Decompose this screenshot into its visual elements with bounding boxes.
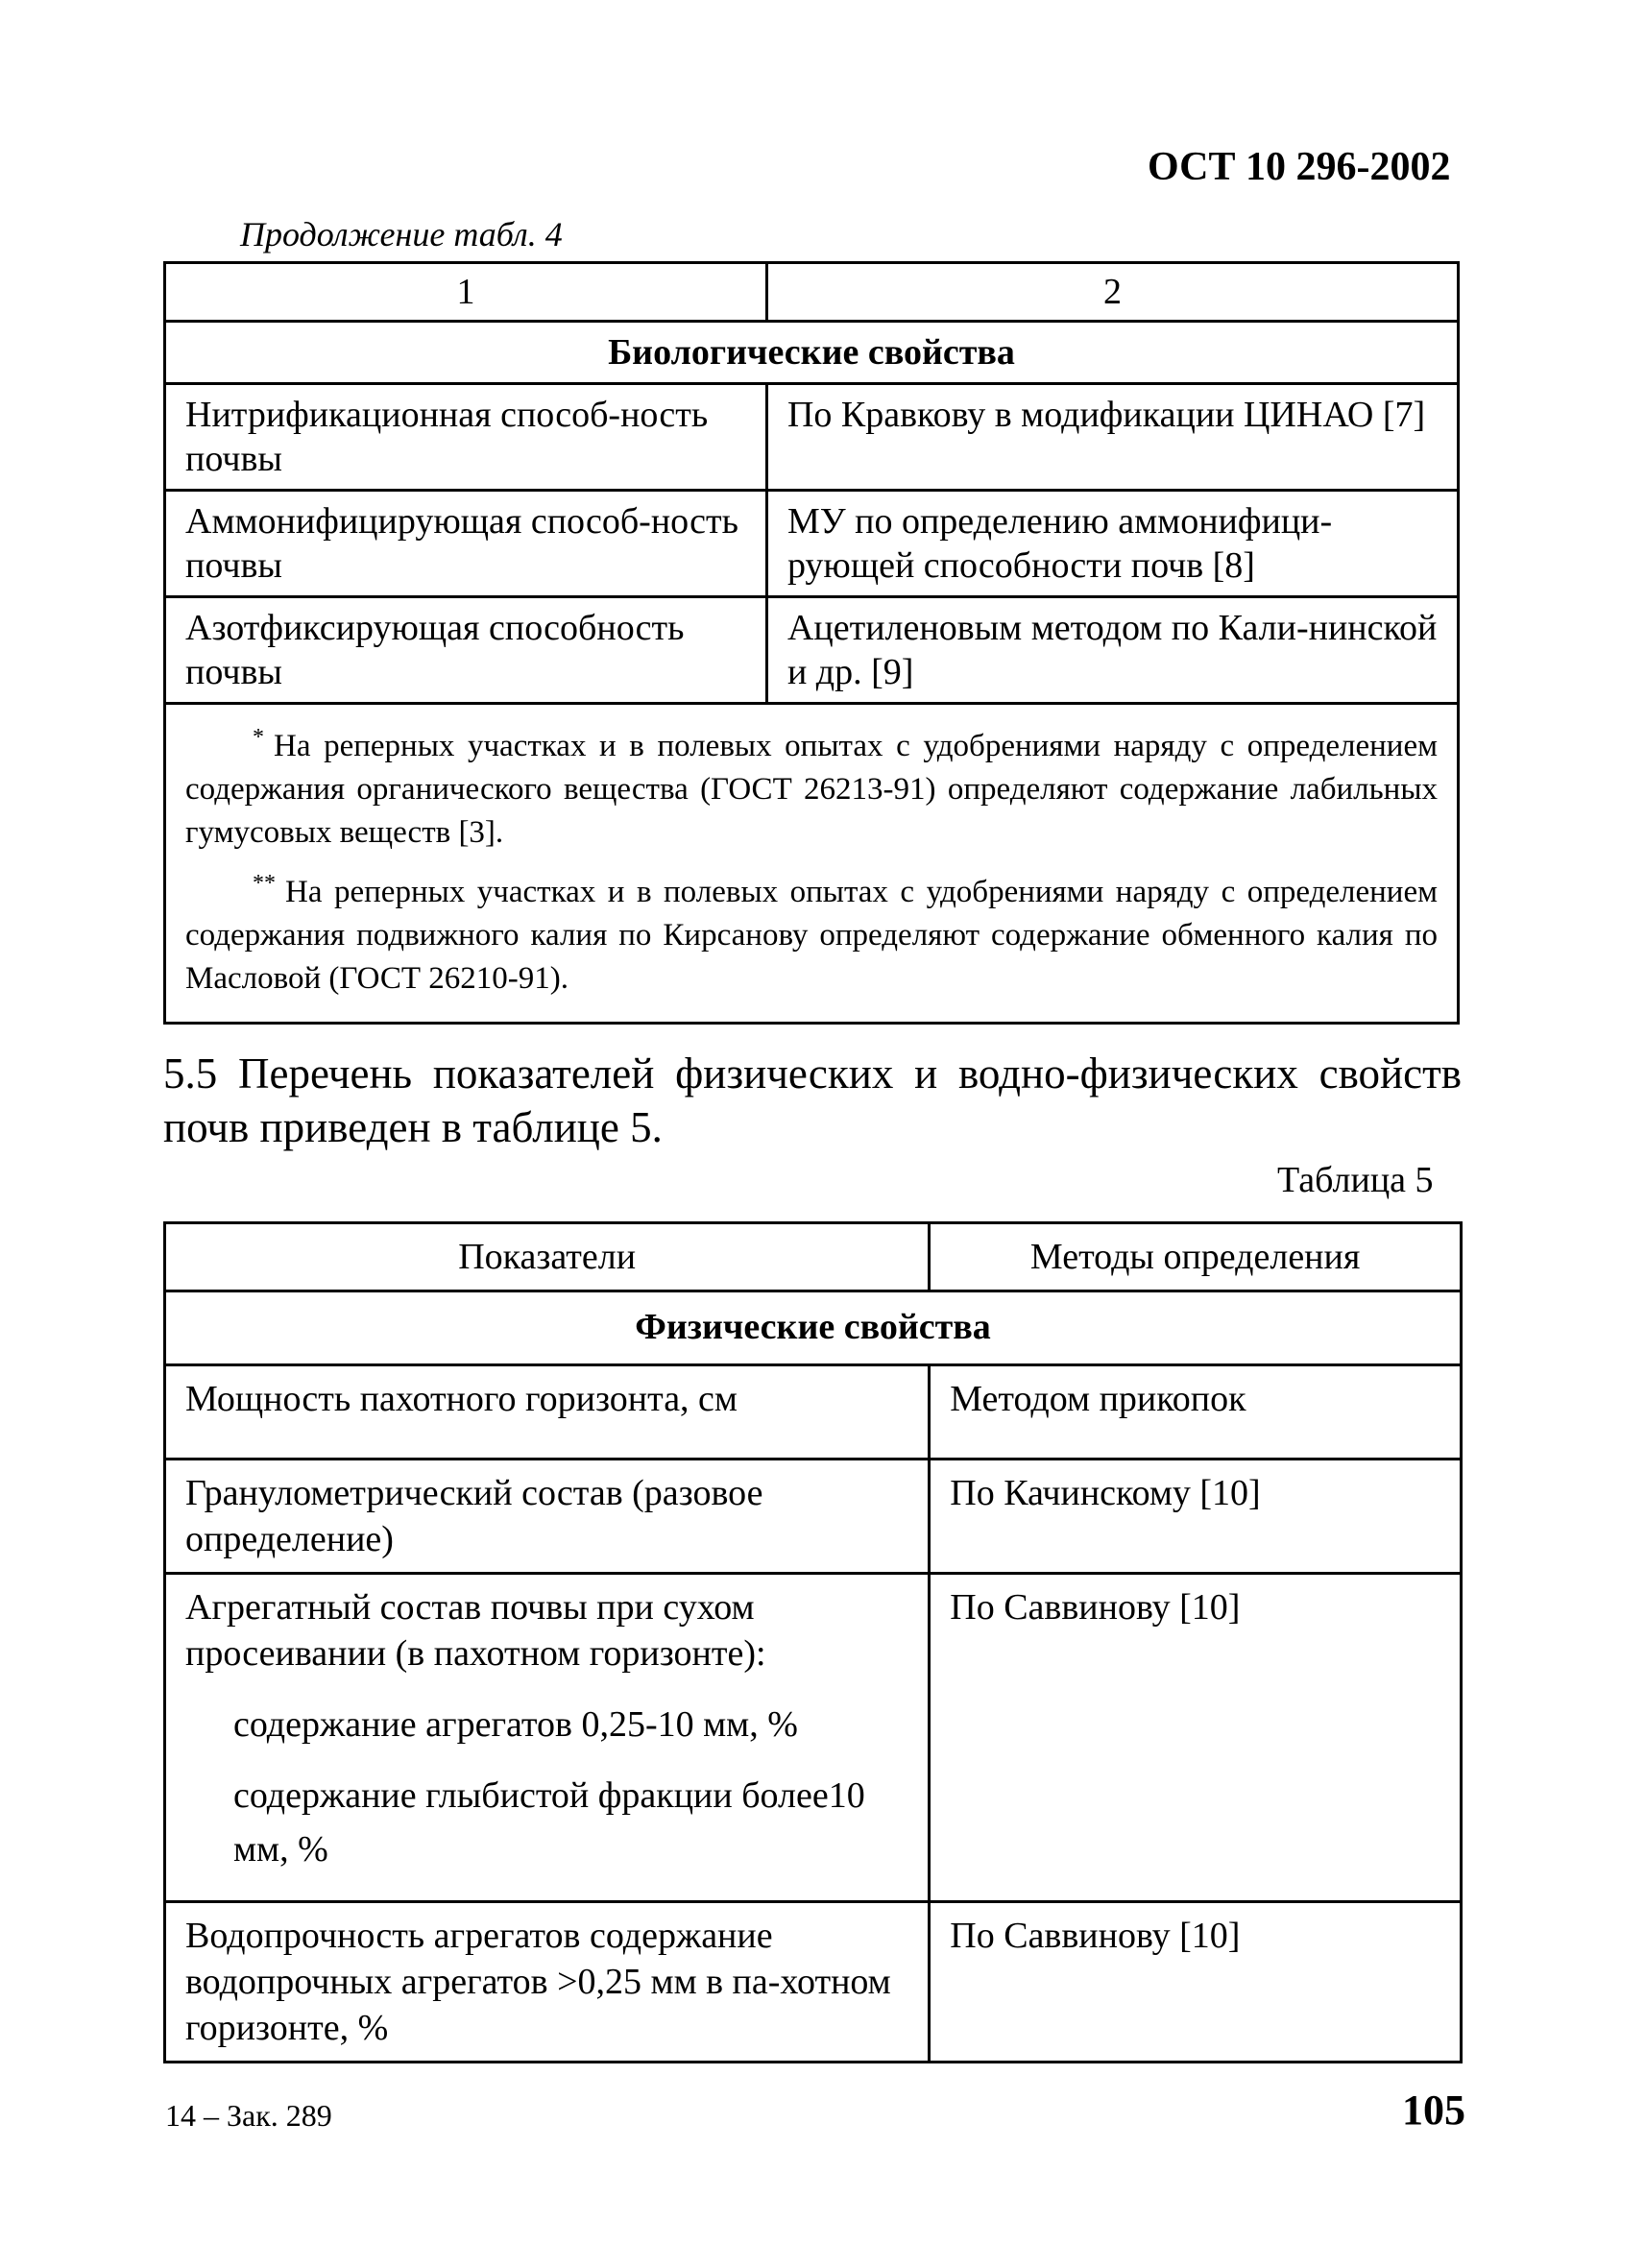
sub-indicator: содержание агрегатов 0,25-10 мм, % bbox=[233, 1704, 798, 1745]
method-cell: Методом прикопок bbox=[930, 1365, 1462, 1460]
footnotes-cell bbox=[165, 704, 1459, 1024]
section-5-5-paragraph: 5.5 Перечень показателей физических и водно-физических свойств почв приведен в таблице 5. bbox=[163, 1050, 1462, 1151]
method-cell: По Кравкову в модификации ЦИНАО [7] bbox=[766, 384, 1458, 491]
document-number: ОСТ 10 296-2002 bbox=[1148, 145, 1451, 189]
indicator-cell: Мощность пахотного горизонта, см bbox=[165, 1365, 930, 1460]
indicator-cell bbox=[165, 1574, 930, 1902]
method-cell: Ацетиленовым методом по Кали-нинской и др. [9] bbox=[766, 597, 1458, 704]
table-row bbox=[165, 597, 1459, 704]
column-number: 1 bbox=[165, 263, 767, 322]
footnote bbox=[185, 862, 1438, 1001]
footnote-text: На реперных участках и в полевых опытах с удобрениями наряду с определением содержания подвижного калия по Кирсанову определяют содержание обменного калия по Масловой (ГОСТ 26210-91). bbox=[185, 875, 1438, 996]
footnote-mark: * bbox=[253, 725, 264, 750]
table-5 bbox=[163, 1221, 1463, 2063]
header-row bbox=[165, 1223, 1462, 1291]
notes-row bbox=[165, 704, 1459, 1024]
column-header: Показатели bbox=[165, 1223, 930, 1291]
print-order-note: 14 – Зак. 289 bbox=[165, 2098, 332, 2133]
method-cell: По Качинскому [10] bbox=[930, 1460, 1462, 1574]
sub-indicator: содержание глыбистой фракции более10 мм, % bbox=[233, 1775, 865, 1870]
table-row bbox=[165, 384, 1459, 491]
indicator-cell: Нитрификационная способ-ность почвы bbox=[165, 384, 767, 491]
method-cell: По Саввинову [10] bbox=[930, 1902, 1462, 2063]
table-continuation-label: Продолжение табл. 4 bbox=[240, 215, 563, 253]
column-number: 2 bbox=[766, 263, 1458, 322]
indicator-text: Агрегатный состав почвы при сухом просеивании (в пахотном горизонте): bbox=[185, 1587, 766, 1674]
method-cell: МУ по определению аммонифици-рующей способности почв [8] bbox=[766, 491, 1458, 597]
section-title: Физические свойства bbox=[165, 1291, 1462, 1365]
column-number-row bbox=[165, 263, 1459, 322]
indicator-cell: Азотфиксирующая способность почвы bbox=[165, 597, 767, 704]
method-cell: По Саввинову [10] bbox=[930, 1574, 1462, 1902]
footnote-text: На реперных участках и в полевых опытах с удобрениями наряду с определением содержания органического вещества (ГОСТ 26213-91) определяют содержание лабильных гумусовых веществ [3]. bbox=[185, 729, 1438, 850]
table-row bbox=[165, 491, 1459, 597]
table-row bbox=[165, 1902, 1462, 2063]
table-row bbox=[165, 1460, 1462, 1574]
column-header: Методы определения bbox=[930, 1223, 1462, 1291]
table-row bbox=[165, 1574, 1462, 1902]
page-number: 105 bbox=[1402, 2087, 1465, 2134]
indicator-cell: Аммонифицирующая способ-ность почвы bbox=[165, 491, 767, 597]
footnote bbox=[185, 716, 1438, 855]
indicator-cell: Водопрочность агрегатов содержание водопрочных агрегатов >0,25 мм в па-хотном горизонте, % bbox=[165, 1902, 930, 2063]
table-4 bbox=[163, 261, 1460, 1025]
section-row bbox=[165, 322, 1459, 384]
section-title: Биологические свойства bbox=[165, 322, 1459, 384]
section-row bbox=[165, 1291, 1462, 1365]
footnote-mark: ** bbox=[253, 871, 276, 896]
table-row bbox=[165, 1365, 1462, 1460]
indicator-cell: Гранулометрический состав (разовое определение) bbox=[165, 1460, 930, 1574]
table-5-caption: Таблица 5 bbox=[1277, 1160, 1434, 1200]
